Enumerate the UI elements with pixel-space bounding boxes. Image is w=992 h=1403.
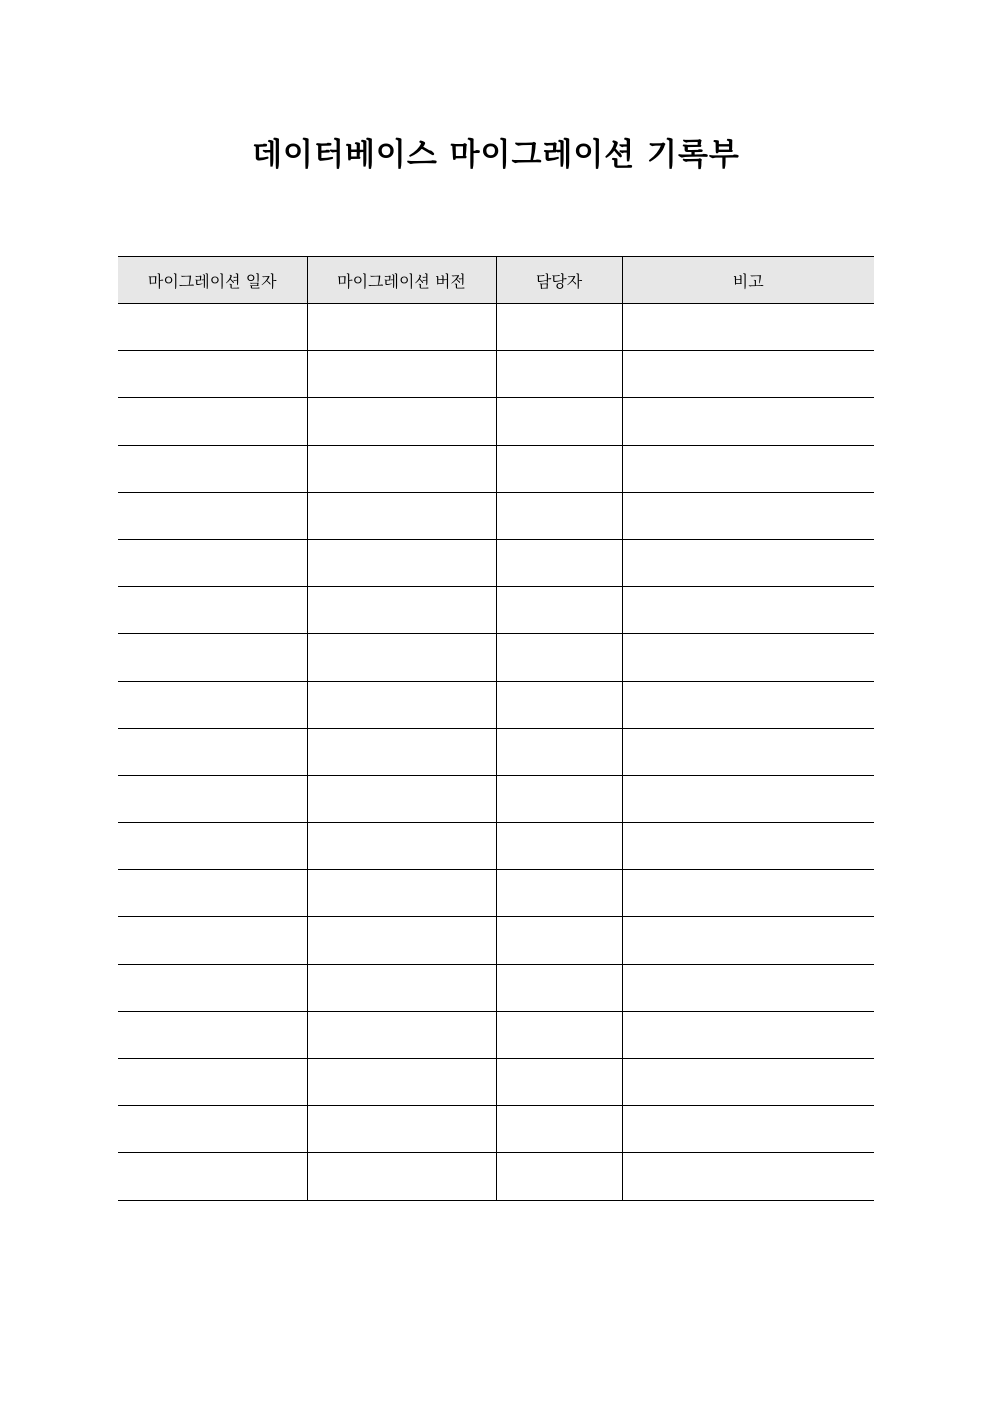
table-row — [118, 587, 874, 634]
owner-cell[interactable] — [496, 351, 622, 398]
migration-version-cell[interactable] — [307, 587, 496, 634]
owner-cell[interactable] — [496, 587, 622, 634]
remarks-cell[interactable] — [622, 351, 874, 398]
owner-cell[interactable] — [496, 304, 622, 351]
migration-date-cell[interactable] — [118, 728, 307, 775]
owner-cell[interactable] — [496, 445, 622, 492]
table-row — [118, 1011, 874, 1058]
table-row — [118, 539, 874, 586]
remarks-cell[interactable] — [622, 492, 874, 539]
remarks-cell[interactable] — [622, 823, 874, 870]
migration-date-cell[interactable] — [118, 1153, 307, 1200]
table-header-row — [118, 257, 874, 304]
table-body — [118, 304, 874, 1201]
migration-version-cell[interactable] — [307, 634, 496, 681]
remarks-cell[interactable] — [622, 681, 874, 728]
migration-version-cell[interactable] — [307, 304, 496, 351]
migration-version-cell[interactable] — [307, 681, 496, 728]
migration-date-cell[interactable] — [118, 587, 307, 634]
table-row — [118, 964, 874, 1011]
migration-version-cell[interactable] — [307, 823, 496, 870]
migration-version-cell[interactable] — [307, 1106, 496, 1153]
owner-cell[interactable] — [496, 681, 622, 728]
owner-cell[interactable] — [496, 1011, 622, 1058]
owner-cell[interactable] — [496, 539, 622, 586]
migration-version-cell[interactable] — [307, 539, 496, 586]
migration-date-cell[interactable] — [118, 681, 307, 728]
migration-date-cell[interactable] — [118, 823, 307, 870]
owner-cell[interactable] — [496, 492, 622, 539]
migration-version-cell[interactable] — [307, 1011, 496, 1058]
migration-version-cell[interactable] — [307, 775, 496, 822]
migration-date-cell[interactable] — [118, 445, 307, 492]
table-row — [118, 1059, 874, 1106]
remarks-cell[interactable] — [622, 634, 874, 681]
migration-date-cell[interactable] — [118, 1059, 307, 1106]
migration-version-cell[interactable] — [307, 728, 496, 775]
table-row — [118, 681, 874, 728]
owner-cell[interactable] — [496, 728, 622, 775]
migration-log-table — [118, 256, 874, 1201]
remarks-cell[interactable] — [622, 1106, 874, 1153]
migration-version-cell[interactable] — [307, 964, 496, 1011]
owner-cell[interactable] — [496, 870, 622, 917]
remarks-cell[interactable] — [622, 917, 874, 964]
table-row — [118, 634, 874, 681]
remarks-cell[interactable] — [622, 587, 874, 634]
remarks-cell[interactable] — [622, 445, 874, 492]
migration-date-cell[interactable] — [118, 492, 307, 539]
migration-date-cell[interactable] — [118, 351, 307, 398]
migration-date-cell[interactable] — [118, 917, 307, 964]
owner-cell[interactable] — [496, 1106, 622, 1153]
table-row — [118, 823, 874, 870]
owner-cell[interactable] — [496, 398, 622, 445]
migration-date-cell[interactable] — [118, 775, 307, 822]
remarks-cell[interactable] — [622, 539, 874, 586]
owner-cell[interactable] — [496, 775, 622, 822]
remarks-cell[interactable] — [622, 1011, 874, 1058]
page-title: 데이터베이스 마이그레이션 기록부 — [252, 137, 740, 173]
owner-cell[interactable] — [496, 823, 622, 870]
migration-date-cell[interactable] — [118, 964, 307, 1011]
remarks-cell[interactable] — [622, 964, 874, 1011]
table-row — [118, 398, 874, 445]
remarks-cell[interactable] — [622, 1153, 874, 1200]
table-row — [118, 728, 874, 775]
migration-version-cell[interactable] — [307, 917, 496, 964]
table-row — [118, 304, 874, 351]
owner-cell[interactable] — [496, 634, 622, 681]
header-owner: 담당자 — [496, 257, 622, 304]
migration-date-cell[interactable] — [118, 304, 307, 351]
migration-version-cell[interactable] — [307, 398, 496, 445]
migration-version-cell[interactable] — [307, 492, 496, 539]
owner-cell[interactable] — [496, 1153, 622, 1200]
remarks-cell[interactable] — [622, 775, 874, 822]
table-row — [118, 917, 874, 964]
migration-version-cell[interactable] — [307, 351, 496, 398]
owner-cell[interactable] — [496, 917, 622, 964]
table-row — [118, 870, 874, 917]
remarks-cell[interactable] — [622, 398, 874, 445]
migration-date-cell[interactable] — [118, 634, 307, 681]
migration-date-cell[interactable] — [118, 1011, 307, 1058]
migration-version-cell[interactable] — [307, 870, 496, 917]
migration-date-cell[interactable] — [118, 1106, 307, 1153]
table-row — [118, 445, 874, 492]
migration-version-cell[interactable] — [307, 445, 496, 492]
remarks-cell[interactable] — [622, 728, 874, 775]
header-migration-date: 마이그레이션 일자 — [118, 257, 307, 304]
table-row — [118, 351, 874, 398]
migration-version-cell[interactable] — [307, 1153, 496, 1200]
owner-cell[interactable] — [496, 1059, 622, 1106]
remarks-cell[interactable] — [622, 304, 874, 351]
table-row — [118, 492, 874, 539]
owner-cell[interactable] — [496, 964, 622, 1011]
migration-date-cell[interactable] — [118, 870, 307, 917]
table-row — [118, 1106, 874, 1153]
table-row — [118, 1153, 874, 1200]
migration-date-cell[interactable] — [118, 398, 307, 445]
header-migration-version: 마이그레이션 버전 — [307, 257, 496, 304]
migration-date-cell[interactable] — [118, 539, 307, 586]
remarks-cell[interactable] — [622, 870, 874, 917]
remarks-cell[interactable] — [622, 1059, 874, 1106]
migration-version-cell[interactable] — [307, 1059, 496, 1106]
header-remarks: 비고 — [622, 257, 874, 304]
table-row — [118, 775, 874, 822]
